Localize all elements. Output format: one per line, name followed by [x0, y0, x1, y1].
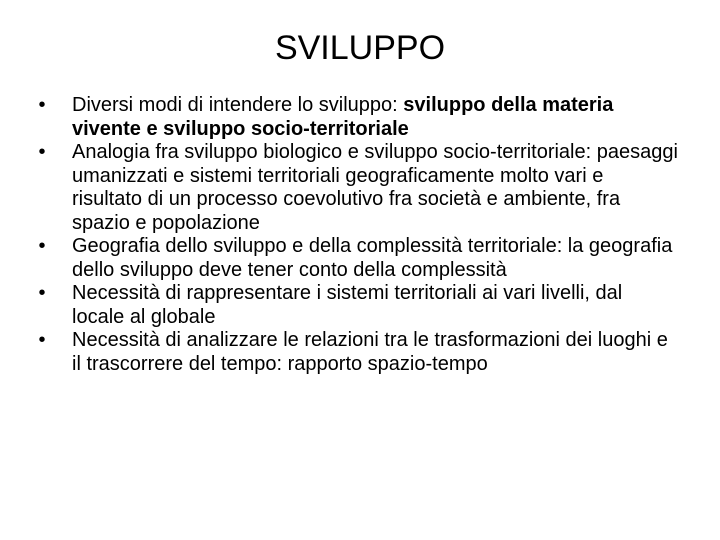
- bullet-list: [28, 94, 678, 376]
- bullet-text: Necessità di analizzare le relazioni tra le trasformazioni dei luoghi e il trascorrere del tempo: rapporto spazio-tempo: [72, 329, 668, 375]
- slide-title: SVILUPPO: [274, 29, 446, 67]
- bullet-dot-icon: •: [38, 235, 46, 257]
- bullet-item-3: [28, 235, 678, 282]
- bullet-text: Necessità di rappresentare i sistemi territoriali ai vari livelli, dal locale al globale: [72, 282, 623, 328]
- bullet-item-1: [28, 94, 678, 141]
- bullet-dot-icon: •: [38, 329, 46, 351]
- bullet-text: Diversi modi di intendere lo sviluppo:: [72, 94, 404, 116]
- bullet-dot-icon: •: [38, 282, 46, 304]
- bullet-item-2: [28, 141, 678, 235]
- bullet-item-5: [28, 329, 678, 376]
- bullet-text: Analogia fra sviluppo biologico e sviluppo socio-territoriale: paesaggi umanizzati e sistemi territoriali geograficamente molto vari e risultato di un processo coevolutivo fra società e ambiente, fra spazio e popolazione: [72, 141, 678, 234]
- bullet-dot-icon: •: [38, 141, 46, 163]
- bullet-text: Geografia dello sviluppo e della complessità territoriale: la geografia dello sviluppo deve tener conto della complessità: [72, 235, 673, 281]
- bullet-item-4: [28, 282, 678, 329]
- bullet-bold-text: sviluppo della materia vivente e sviluppo socio-territoriale: [72, 94, 614, 140]
- bullet-dot-icon: •: [38, 94, 46, 116]
